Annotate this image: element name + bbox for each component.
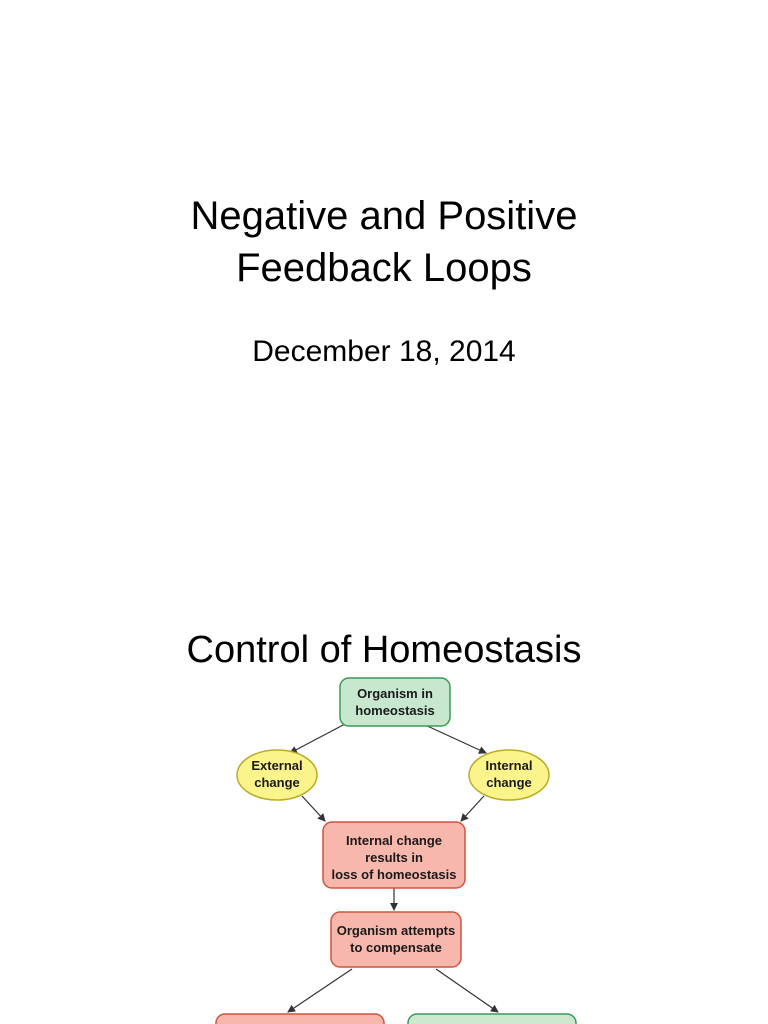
external-line-2: change (254, 775, 300, 790)
arrow-compensate-left (288, 969, 352, 1012)
title-line-2: Feedback Loops (236, 246, 532, 290)
title-line-1: Negative and Positive (190, 194, 578, 238)
node-bottom-right-partial (408, 1014, 576, 1024)
arrow-external-to-loss (302, 796, 325, 821)
internal-line-1: Internal (485, 758, 533, 773)
external-line-1: External (251, 758, 303, 773)
arrow-organism-to-internal (423, 724, 486, 753)
arrow-compensate-right (436, 969, 498, 1012)
slide-1-title (0, 190, 768, 294)
slide-2-title: Control of Homeostasis (186, 629, 582, 671)
loss-line-1: Internal change (345, 833, 443, 848)
homeostasis-diagram (0, 512, 768, 1024)
loss-line-3: loss of homeostasis (331, 867, 457, 882)
organism-line-2: homeostasis (355, 703, 435, 718)
loss-line-2: results in (365, 850, 423, 865)
node-bottom-left-partial (216, 1014, 384, 1024)
internal-line-2: change (486, 775, 532, 790)
compensate-line-2: to compensate (350, 940, 442, 955)
slide-1-date: December 18, 2014 (252, 335, 516, 368)
arrow-internal-to-loss (461, 796, 484, 821)
arrow-organism-to-external (290, 724, 345, 753)
organism-line-1: Organism in (357, 686, 433, 701)
compensate-line-1: Organism attempts (336, 923, 456, 938)
slide-2 (0, 512, 768, 1024)
